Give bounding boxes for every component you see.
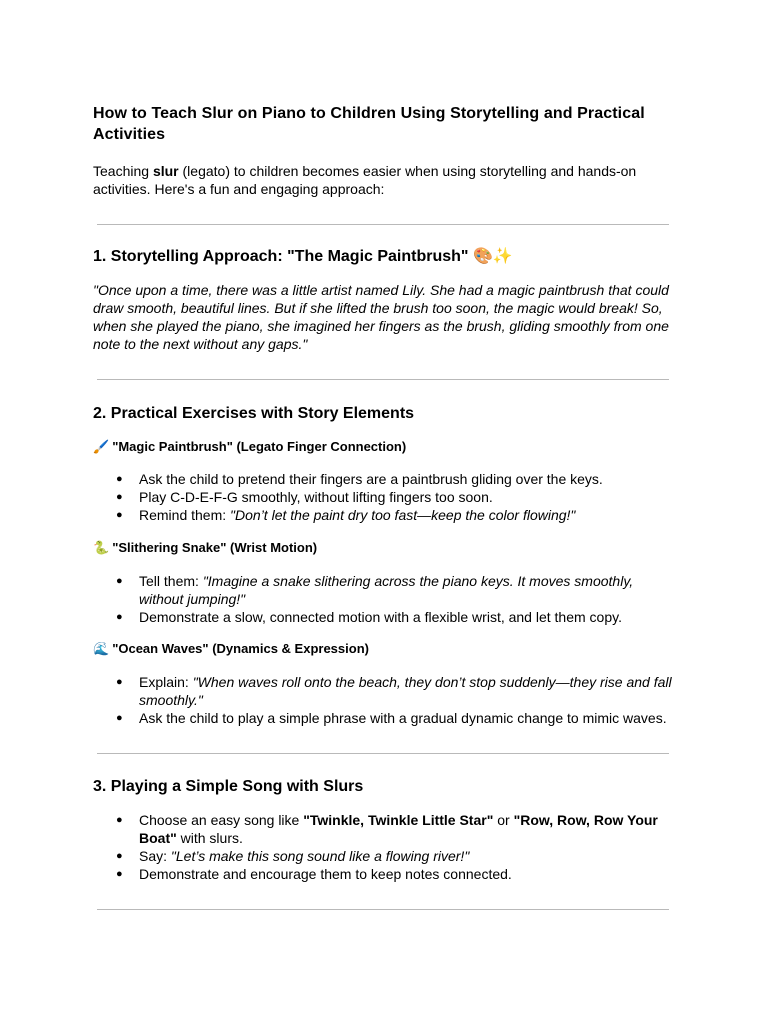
exercise-title-text: "Magic Paintbrush" (Legato Finger Connection) bbox=[112, 439, 407, 454]
snake-icon: 🐍 bbox=[93, 541, 110, 556]
song-list bbox=[93, 811, 673, 883]
list-item-text: Say: bbox=[139, 848, 171, 864]
list-item-text: Choose an easy song like bbox=[139, 812, 304, 828]
song-title-twinkle: "Twinkle, Twinkle Little Star" bbox=[303, 812, 494, 828]
song-title-row-boat: "Row, Row, Row Your Boat" bbox=[139, 812, 658, 846]
list-item-quote: "Let’s make this song sound like a flowing river!" bbox=[170, 848, 470, 864]
wave-icon: 🌊 bbox=[93, 642, 110, 657]
bullet-icon: ● bbox=[116, 575, 123, 587]
list-item-text: Demonstrate a slow, connected motion with a flexible wrist, and let them copy. bbox=[139, 609, 622, 625]
story-paragraph bbox=[93, 281, 673, 353]
intro-text-2: (legato) to children becomes easier when using storytelling and hands-on activities. Here's a fun and engaging approach: bbox=[93, 163, 637, 197]
list-item bbox=[93, 488, 673, 506]
paintbrush-icon: 🖌️ bbox=[93, 440, 110, 455]
divider bbox=[97, 224, 669, 225]
exercise-list-snake bbox=[93, 572, 673, 626]
list-item bbox=[93, 847, 673, 865]
list-item-quote: "Don’t let the paint dry too fast—keep the color flowing!" bbox=[230, 507, 576, 523]
intro-bold-term: slur bbox=[152, 163, 179, 179]
divider bbox=[97, 753, 669, 754]
bullet-icon: ● bbox=[116, 868, 123, 880]
list-item-text: Ask the child to play a simple phrase with a gradual dynamic change to mimic waves. bbox=[139, 710, 667, 726]
exercise-title-snake bbox=[93, 539, 673, 558]
list-item-quote: "When waves roll onto the beach, they don’t stop suddenly—they rise and fall smoothly." bbox=[139, 674, 672, 708]
list-item bbox=[93, 608, 673, 626]
list-item bbox=[93, 811, 673, 847]
list-item-text: Ask the child to pretend their fingers are a paintbrush gliding over the keys. bbox=[139, 471, 603, 487]
section-heading-exercises: 2. Practical Exercises with Story Elements bbox=[93, 405, 415, 422]
list-item-quote: "Imagine a snake slithering across the piano keys. It moves smoothly, without jumping!" bbox=[139, 573, 634, 607]
list-item-text: Tell them: bbox=[139, 573, 203, 589]
list-item bbox=[93, 673, 673, 709]
section-heading-storytelling: 1. Storytelling Approach: "The Magic Paintbrush" 🎨✨ bbox=[93, 248, 513, 265]
exercise-title-waves bbox=[93, 640, 673, 659]
intro-paragraph bbox=[93, 162, 673, 198]
list-item-text: Explain: bbox=[139, 674, 193, 690]
document-page bbox=[93, 103, 673, 910]
bullet-icon: ● bbox=[116, 712, 123, 724]
list-item bbox=[93, 506, 673, 524]
list-item-text: with slurs. bbox=[176, 830, 243, 846]
list-item bbox=[93, 470, 673, 488]
list-item-text: or bbox=[493, 812, 514, 828]
bullet-icon: ● bbox=[116, 850, 123, 862]
section-heading-song: 3. Playing a Simple Song with Slurs bbox=[93, 778, 364, 795]
bullet-icon: ● bbox=[116, 473, 123, 485]
divider bbox=[97, 909, 669, 910]
divider bbox=[97, 379, 669, 380]
exercise-title-text: "Slithering Snake" (Wrist Motion) bbox=[112, 540, 318, 555]
list-item bbox=[93, 709, 673, 727]
exercise-title-text: "Ocean Waves" (Dynamics & Expression) bbox=[112, 641, 369, 656]
list-item bbox=[93, 865, 673, 883]
bullet-icon: ● bbox=[116, 491, 123, 503]
bullet-icon: ● bbox=[116, 611, 123, 623]
bullet-icon: ● bbox=[116, 509, 123, 521]
list-item-text: Play C-D-E-F-G smoothly, without lifting fingers too soon. bbox=[139, 489, 493, 505]
intro-text-1: Teaching bbox=[93, 163, 153, 179]
exercise-list-paintbrush bbox=[93, 470, 673, 524]
bullet-icon: ● bbox=[116, 676, 123, 688]
list-item-text: Remind them: bbox=[139, 507, 231, 523]
exercise-list-waves bbox=[93, 673, 673, 727]
exercise-title-paintbrush bbox=[93, 438, 673, 457]
bullet-icon: ● bbox=[116, 814, 123, 826]
list-item-text: Demonstrate and encourage them to keep notes connected. bbox=[139, 866, 512, 882]
list-item bbox=[93, 572, 673, 608]
story-text: "Once upon a time, there was a little artist named Lily. She had a magic paintbrush that could draw smooth, beautiful lines. But if she lifted the brush too soon, the magic would break! So, when she played the piano, she imagined her fingers as the brush, gliding smoothly from one note to the next without any gaps." bbox=[93, 282, 669, 352]
document-title: How to Teach Slur on Piano to Children Using Storytelling and Practical Activities bbox=[93, 105, 645, 143]
